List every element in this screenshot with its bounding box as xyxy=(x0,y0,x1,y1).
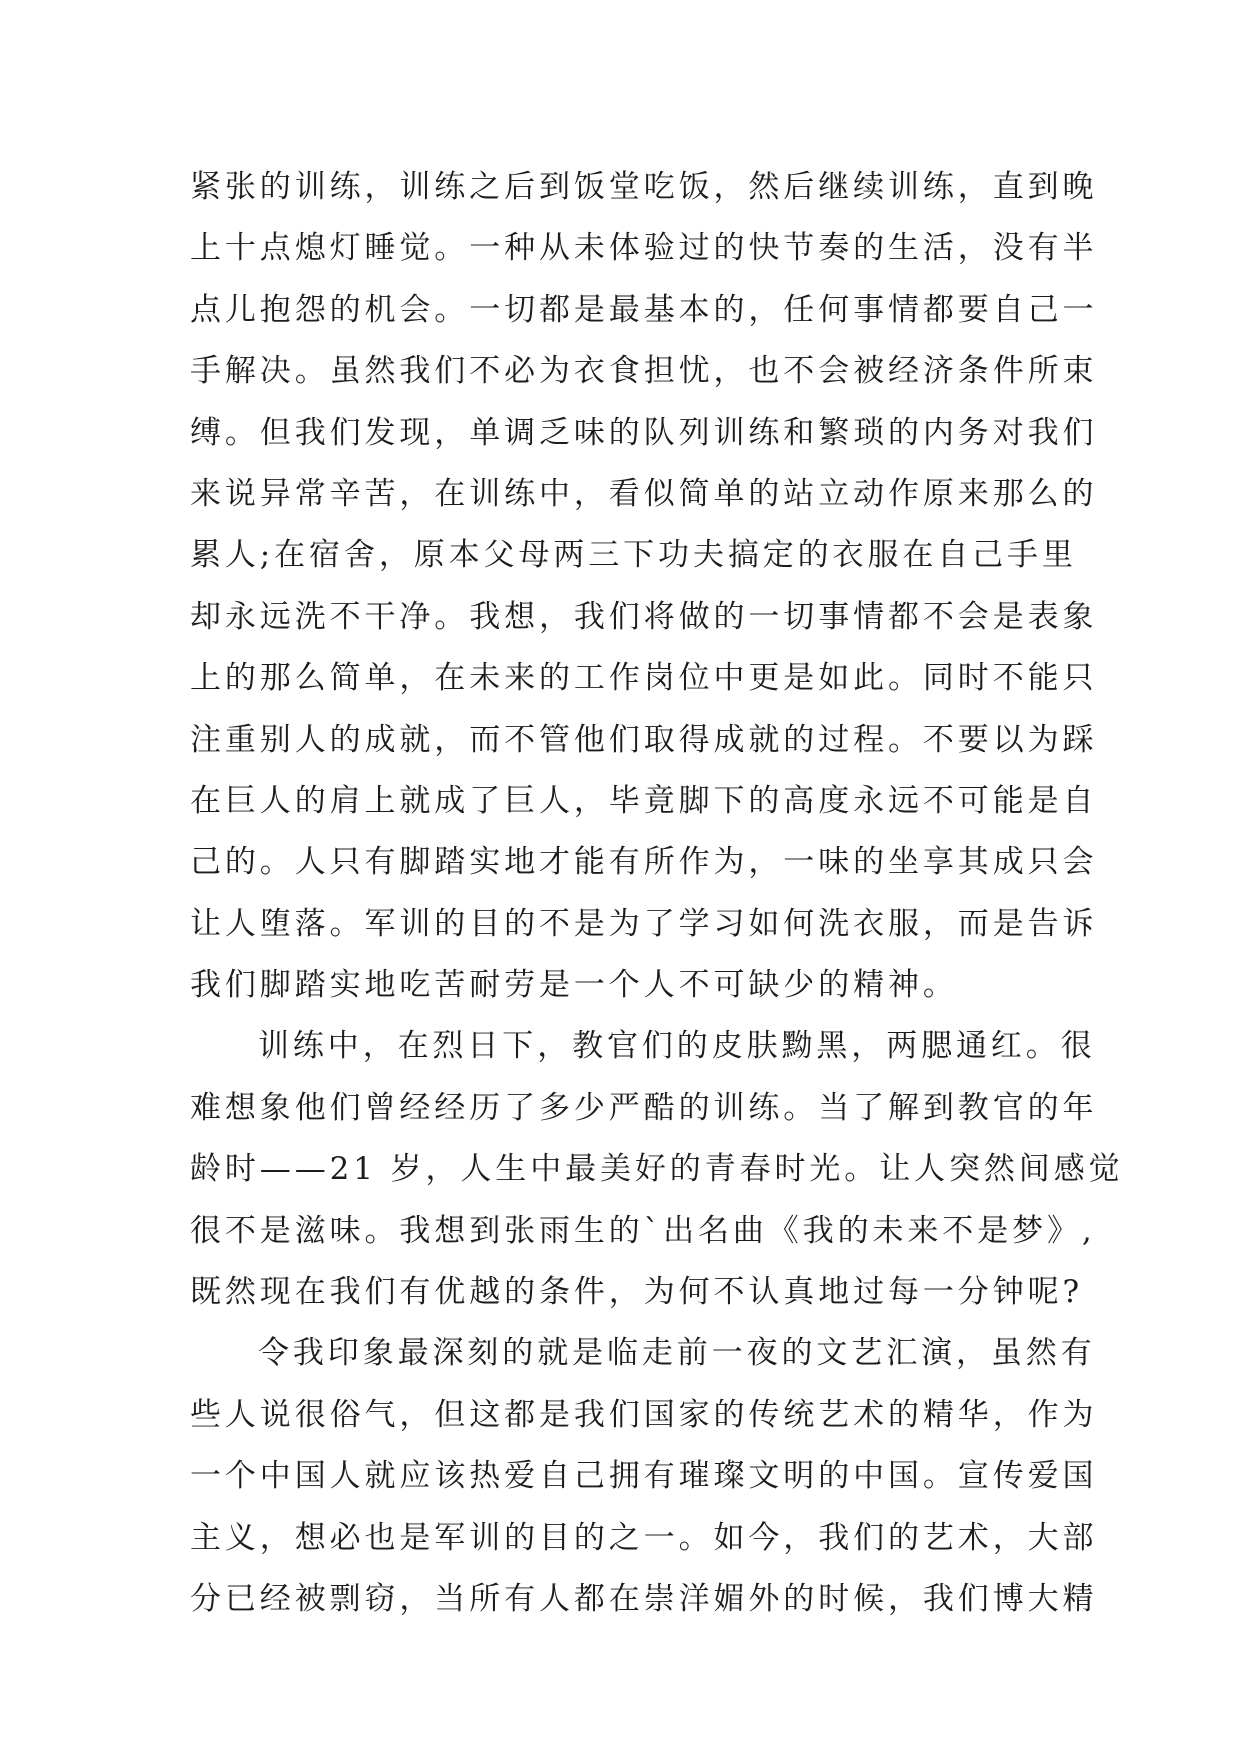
text-line: 手解决。虽然我们不必为衣食担忧，也不会被经济条件所束 xyxy=(190,353,1098,390)
text-line: 既然现在我们有优越的条件，为何不认真地过每一分钟呢? xyxy=(190,1274,1084,1311)
text-line: 缚。但我们发现，单调乏味的队列训练和繁琐的内务对我们 xyxy=(190,414,1098,451)
text-line: 点儿抱怨的机会。一切都是最基本的，任何事情都要自己一 xyxy=(190,291,1098,328)
text-line: 上的那么简单，在未来的工作岗位中更是如此。同时不能只 xyxy=(190,660,1098,697)
text-line: 些人说很俗气，但这都是我们国家的传统艺术的精华，作为 xyxy=(190,1396,1098,1433)
paragraph-first-line: 令我印象最深刻的就是临走前一夜的文艺汇演，虽然有 xyxy=(258,1335,1096,1372)
text-line: 难想象他们曾经经历了多少严酷的训练。当了解到教官的年 xyxy=(190,1089,1098,1126)
text-line: 让人堕落。军训的目的不是为了学习如何洗衣服，而是告诉 xyxy=(190,905,1098,942)
text-line: 在巨人的肩上就成了巨人，毕竟脚下的高度永远不可能是自 xyxy=(190,782,1098,819)
text-line: 来说异常辛苦，在训练中，看似简单的站立动作原来那么的 xyxy=(190,475,1098,512)
text-line: 紧张的训练，训练之后到饭堂吃饭，然后继续训练，直到晚 xyxy=(190,169,1098,205)
text-line: 龄时——21 岁，人生中最美好的青春时光。让人突然间感觉 xyxy=(190,1151,1124,1188)
body-text xyxy=(190,157,1124,1630)
text-line: 注重别人的成就，而不管他们取得成就的过程。不要以为踩 xyxy=(190,721,1098,758)
text-line: 主义，想必也是军训的目的之一。如今，我们的艺术，大部 xyxy=(190,1519,1098,1556)
text-line: 一个中国人就应该热爱自己拥有璀璨文明的中国。宣传爱国 xyxy=(190,1458,1098,1495)
text-line: 累人;在宿舍，原本父母两三下功夫搞定的衣服在自己手里 xyxy=(190,537,1077,574)
text-line: 己的。人只有脚踏实地才能有所作为，一味的坐享其成只会 xyxy=(190,844,1098,881)
text-line: 我们脚踏实地吃苦耐劳是一个人不可缺少的精神。 xyxy=(190,967,958,1004)
text-line: 分已经被剽窃，当所有人都在崇洋媚外的时候，我们博大精 xyxy=(190,1580,1098,1617)
paragraph-first-line: 训练中，在烈日下，教官们的皮肤黝黑，两腮通红。很 xyxy=(258,1028,1096,1065)
text-line: 却永远洗不干净。我想，我们将做的一切事情都不会是表象 xyxy=(190,598,1098,635)
text-line: 上十点熄灯睡觉。一种从未体验过的快节奏的生活，没有半 xyxy=(190,230,1098,267)
text-line: 很不是滋味。我想到张雨生的`出名曲《我的未来不是梦》, xyxy=(190,1212,1096,1249)
